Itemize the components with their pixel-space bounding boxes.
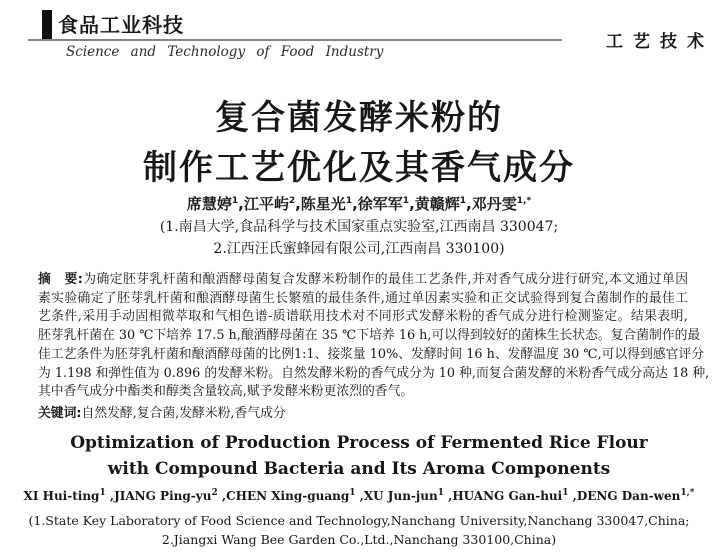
abstract-lines xyxy=(38,271,710,402)
paper-title-en-line1: Optimization of Production Process of Fermented Rice Flour xyxy=(70,433,648,453)
section-label: 工艺技术 xyxy=(606,32,714,52)
abstract-line: 摘 要:为确定胚芽乳杆菌和酿酒酵母菌复合发酵米粉制作的最佳工艺条件,并对香气成分进行研究,本文通过单因 xyxy=(38,272,688,287)
authors-en: XI Hui-ting$^1$ ,JIANG Ping-$yu^2$ ,CHEN Xing-guang$^1$ ,XU Jun-jun$^1$ ,HUANG Gan-hui$^1$ ,DENG Dan-wen$^{1,*}$ xyxy=(23,488,695,503)
keywords-text: 自然发酵,复合菌,发酵米粉,香气成分 xyxy=(81,406,286,421)
author-name: 江平屿 xyxy=(243,195,289,213)
author-superscript: 1 xyxy=(437,488,444,498)
author-name: 席慧婷 xyxy=(186,195,232,213)
author-name: DENG Dan-wen xyxy=(576,489,681,503)
author-name: CHEN Xing-guang xyxy=(226,489,350,503)
abstract-line: 佳工艺条件为胚芽乳杆菌和酿酒酵母菌的比例1:1、接浆量 10%、发酵时间 16 h、发酵温度 30 ℃,可以得到感官评分 xyxy=(38,346,705,362)
paper-title-cn-line2: 制作工艺优化及其香气成分 xyxy=(143,148,575,188)
author-name: 徐军军 xyxy=(357,195,403,213)
author-superscript: 1,* xyxy=(516,196,532,206)
author-name: HUANG Gan-hui xyxy=(452,489,563,503)
author-name: XU Jun-jun xyxy=(363,489,438,503)
affiliation-en-2: 2.Jiangxi Wang Bee Garden Co.,Ltd.,Nanchang 330100,China) xyxy=(161,532,557,547)
affiliation-cn-1: (1.南昌大学,食品科学与技术国家重点实验室,江西南昌 330047; xyxy=(159,219,559,235)
author-superscript: 1 xyxy=(99,488,106,498)
author-superscript: 2 xyxy=(288,196,296,206)
author-superscript: 1,* xyxy=(680,488,695,498)
author-name: 黄赣辉 xyxy=(414,195,460,213)
abstract-line: 胚芽乳杆菌在 30 ℃下培养 17.5 h,酿酒酵母菌在 35 ℃下培养 16 h,可以得到较好的菌株生长状态。复合菌制作的最 xyxy=(38,328,701,344)
author-superscript: 1 xyxy=(231,196,239,206)
author-superscript: 1 xyxy=(345,196,353,206)
author-superscript: 1 xyxy=(402,196,410,206)
affiliation-en-1: (1.State Key Laboratory of Food Science and Technology,Nanchang University,Nanchang 330047,China; xyxy=(28,513,690,528)
abstract-line: 为 1.198 和弹性值为 0.896 的发酵米粉。自然发酵米粉的香气成分为 10 种,而复合菌发酵的米粉香气成分高达 18 种, xyxy=(38,365,710,381)
journal-logo-chinese: 食品工业科技 xyxy=(58,9,190,41)
author-name: XI Hui-ting xyxy=(23,489,100,503)
author-superscript: 1 xyxy=(459,196,467,206)
journal-logo-bar xyxy=(42,10,52,39)
author-superscript: 1 xyxy=(562,488,569,498)
paper-title-cn-line1: 复合菌发酵米粉的 xyxy=(215,98,503,138)
keywords-label: 关键词: xyxy=(38,406,82,421)
abstract-line: 艺条件,采用手动固相微萃取和气相色谱-质谱联用技术对不同形式发酵米粉的香气成分进行检测鉴定。结果表明, xyxy=(38,309,688,325)
header-divider-rule xyxy=(28,39,562,41)
author-superscript: 1 xyxy=(349,488,356,498)
paper-title-en-line2: with Compound Bacteria and Its Aroma Components xyxy=(107,459,611,479)
journal-name-english: Science and Technology of Food Industry xyxy=(66,44,384,60)
abstract-label: 摘 要: xyxy=(38,272,83,287)
author-superscript: 2 xyxy=(211,488,218,498)
authors-cn: 席慧婷$^1$,江平屿$^2$,陈星光$^1$,徐军军$^1$,黄赣辉$^1$,邓丹雯$^{1,*}$ xyxy=(186,195,532,213)
abstract-line: 素实验确定了胚芽乳杆菌和酿酒酵母菌生长繁殖的最佳条件,通过单因素实验和正交试验得到复合菌制作的最佳工 xyxy=(38,290,688,306)
author-name: 陈星光 xyxy=(300,195,346,213)
author-name: 邓丹雯 xyxy=(471,195,517,213)
affiliation-cn-2: 2.江西汪氏蜜蜂园有限公司,江西南昌 330100) xyxy=(213,241,505,257)
abstract-line: 其中香气成分中酯类和醇类含量较高,赋予发酵米粉更浓烈的香气。 xyxy=(38,384,414,400)
keywords-line xyxy=(38,402,286,421)
author-name: JIANG Ping-yu xyxy=(114,489,212,503)
